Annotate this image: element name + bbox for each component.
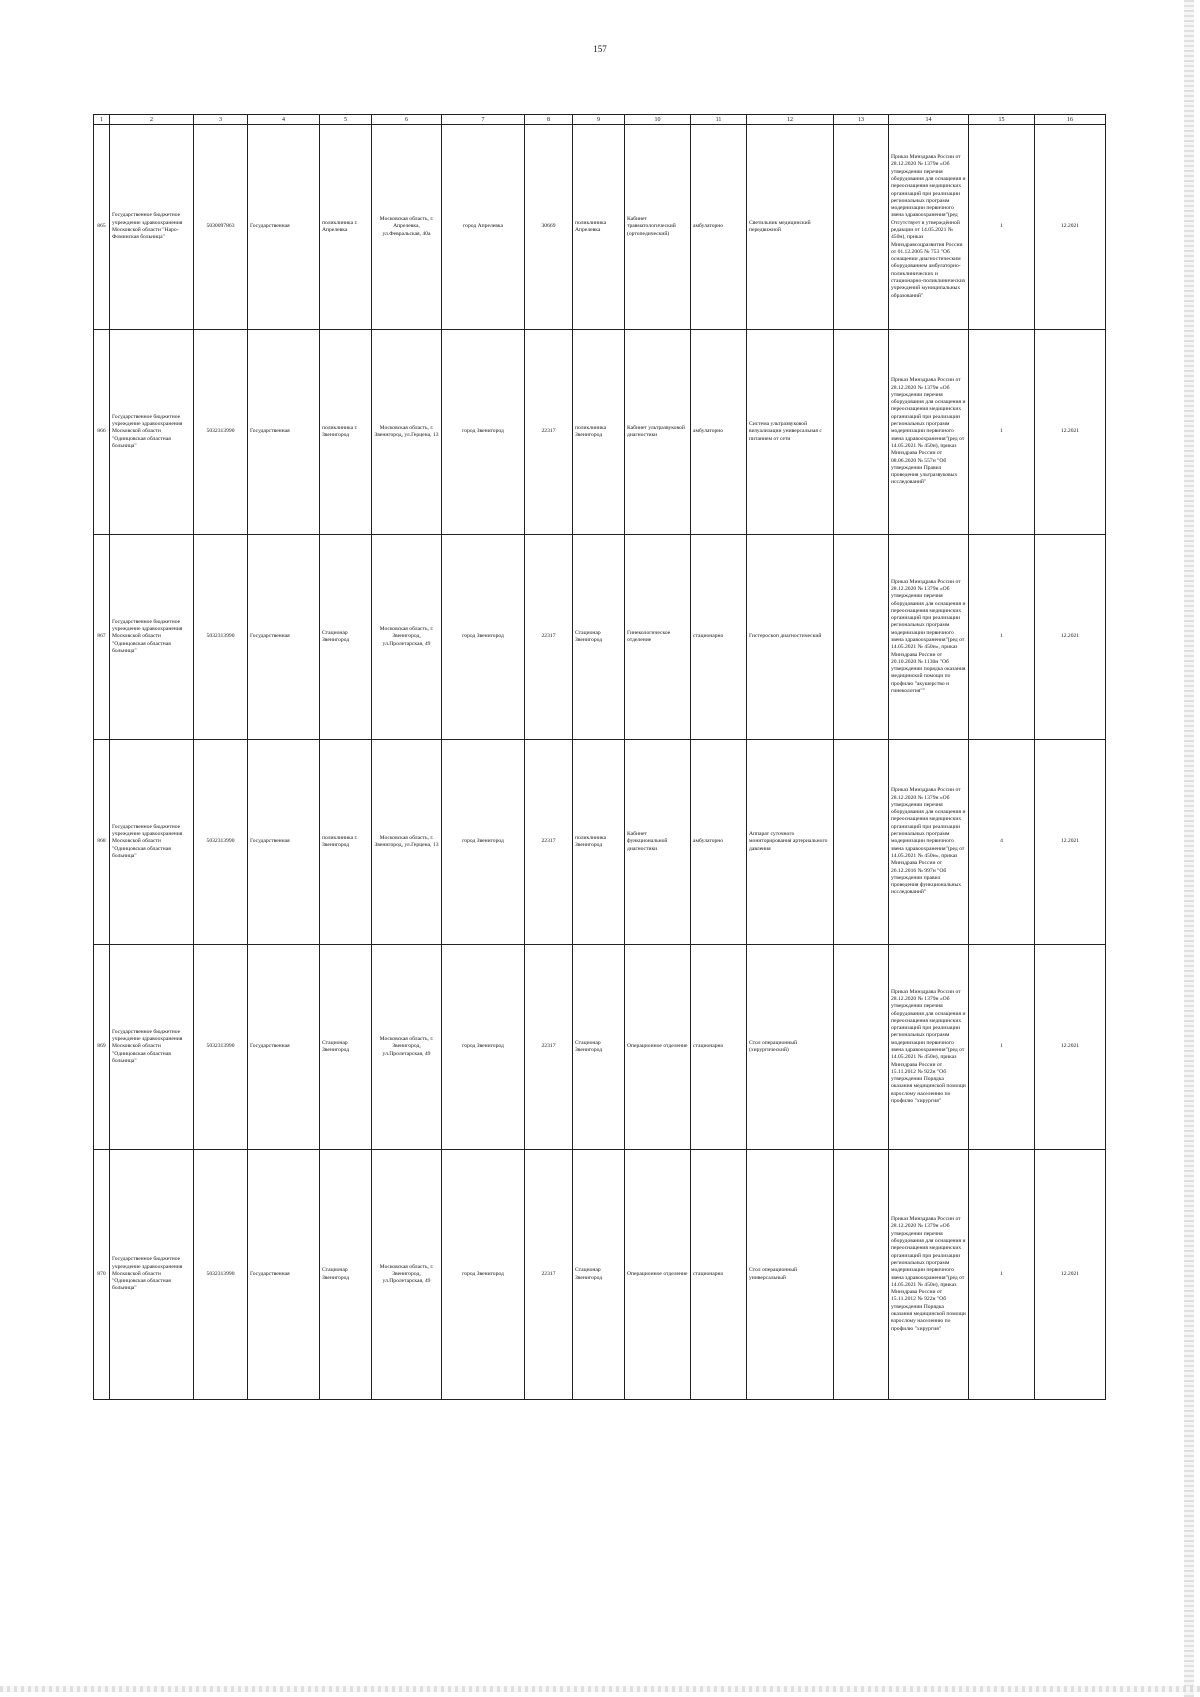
locality-code: 22317 bbox=[525, 1150, 573, 1400]
inn: 5032313990 bbox=[194, 1150, 248, 1400]
locality-code: 30669 bbox=[525, 125, 573, 330]
column-13-cell bbox=[834, 535, 889, 740]
ownership-type: Государственная bbox=[248, 330, 320, 535]
column-number-10: 10 bbox=[625, 115, 691, 125]
structural-unit: Стационар Звенигород bbox=[320, 945, 372, 1150]
table-row bbox=[94, 125, 1106, 330]
column-13-cell bbox=[834, 330, 889, 535]
equipment-registry-table bbox=[93, 114, 1106, 1400]
locality: город Звенигород bbox=[442, 535, 525, 740]
regulatory-basis-text: Приказ Минздрава России от 28.12.2020 № 1379н «Об утверждении перечня оборудования для оснащения и переоснащения медицинских организаций при реализации региональных программ модернизации первичного звена здравоохранения"(ред Отсутствует в утверждённой редакции от 14.05.2021 № 450н), приказ Минздравсоцразвития России от 01.12.2005 № 753 "Об оснащении диагностическим оборудованием амбулаторно-поликлинических и стационарно-поликлинических учреждений муниципальных образований" bbox=[891, 154, 966, 299]
column-13-cell bbox=[834, 740, 889, 945]
column-number-11: 11 bbox=[691, 115, 747, 125]
scan-edge-artifact bbox=[1184, 0, 1194, 1697]
ownership-type: Государственная bbox=[248, 125, 320, 330]
equipment-name: Стол операционный (хирургический) bbox=[747, 945, 834, 1150]
column-number-15: 15 bbox=[969, 115, 1035, 125]
regulatory-basis bbox=[889, 740, 969, 945]
inn: 5032313990 bbox=[194, 740, 248, 945]
quantity: 1 bbox=[969, 1150, 1035, 1400]
division: Стационар Звенигород bbox=[573, 535, 625, 740]
care-condition: стационарно bbox=[691, 1150, 747, 1400]
department: Операционное отделение bbox=[625, 1150, 691, 1400]
locality: город Звенигород bbox=[442, 1150, 525, 1400]
quantity: 1 bbox=[969, 535, 1035, 740]
regulatory-basis-text: Приказ Минздрава России от 28.12.2020 № 1379н «Об утверждении перечня оборудования для оснащения и переоснащения медицинских организаций при реализации региональных программ модернизации первичного звена здравоохранения"(ред от 14.05.2021 № 450н», приказ Минздрава России от 20.10.2020 № 1130н "Об утверждении порядка оказания медицинской помощи по профилю "акушерство и гинекология"" bbox=[891, 578, 966, 695]
organization-name: Государственное бюджетное учреждение здравоохранения Московской области "Одинцовская областная больница" bbox=[110, 945, 194, 1150]
regulatory-basis-text: Приказ Минздрава России от 28.12.2020 № 1379н «Об утверждении перечня оборудования для оснащения и переоснащения медицинских организаций при реализации региональных программ модернизации первичного звена здравоохранения"(ред от 14.05.2021 № 450н), приказ Минздрава России от 15.11.2012 № 922н "Об утверждении Порядка оказания медицинской помощи взрослому населению по профилю "хирургия" bbox=[891, 1216, 966, 1332]
inn: 5032313990 bbox=[194, 330, 248, 535]
structural-unit: Стационар Звенигород bbox=[320, 535, 372, 740]
division: поликлиника Звенигород bbox=[573, 330, 625, 535]
regulatory-basis bbox=[889, 535, 969, 740]
ownership-type: Государственная bbox=[248, 1150, 320, 1400]
equipment-name: Аппарат суточного мониторирования артериального давления bbox=[747, 740, 834, 945]
quantity: 1 bbox=[969, 945, 1035, 1150]
organization-name: Государственное бюджетное учреждение здравоохранения Московской области "Одинцовская областная больница" bbox=[110, 330, 194, 535]
column-number-7: 7 bbox=[442, 115, 525, 125]
delivery-date: 12.2021 bbox=[1035, 125, 1106, 330]
address: Московская область, г. Апрелевка, ул.Февральская, 40а bbox=[372, 125, 442, 330]
care-condition: амбулаторно bbox=[691, 330, 747, 535]
regulatory-basis bbox=[889, 945, 969, 1150]
structural-unit: поликлиника г. Апрелевка bbox=[320, 125, 372, 330]
row-number: 870 bbox=[94, 1150, 110, 1400]
column-number-1: 1 bbox=[94, 115, 110, 125]
division: Стационар Звенигород bbox=[573, 945, 625, 1150]
ownership-type: Государственная bbox=[248, 740, 320, 945]
regulatory-basis-text: Приказ Минздрава России от 28.12.2020 № 1379н «Об утверждении перечня оборудования для оснащения и переоснащения медицинских организаций при реализации региональных программ модернизации первичного звена здравоохранения"(ред от 14.05.2021 № 450н), приказ Минздрава России от 15.11.2012 № 922н "Об утверждении Порядка оказания медицинской помощи взрослому населению по профилю "хирургия" bbox=[891, 988, 966, 1105]
organization-name: Государственное бюджетное учреждение здравоохранения Московской области "Одинцовская областная больница" bbox=[110, 535, 194, 740]
organization-name: Государственное бюджетное учреждение здравоохранения Московской области "Одинцовская областная больница" bbox=[110, 1150, 194, 1400]
column-number-5: 5 bbox=[320, 115, 372, 125]
division: поликлиника Апрелевка bbox=[573, 125, 625, 330]
care-condition: амбулаторно bbox=[691, 740, 747, 945]
address: Московская область, г. Звенигород, ул.Герцена, 13 bbox=[372, 330, 442, 535]
row-number: 869 bbox=[94, 945, 110, 1150]
inn: 5032313990 bbox=[194, 945, 248, 1150]
delivery-date: 12.2021 bbox=[1035, 1150, 1106, 1400]
delivery-date: 12.2021 bbox=[1035, 740, 1106, 945]
equipment-name: Система ультразвуковой визуализации универсальная с питанием от сети bbox=[747, 330, 834, 535]
ownership-type: Государственная bbox=[248, 945, 320, 1150]
inn: 5030097863 bbox=[194, 125, 248, 330]
regulatory-basis-text: Приказ Минздрава России от 28.12.2020 № 1379н «Об утверждении перечня оборудования для оснащения и переоснащения медицинских организаций при реализации региональных программ модернизации первичного звена здравоохранения"(ред от 14.05.2021 № 450н), приказ Минздрава России от 08.06.2020 № 557н "Об утверждении Правил проведения ультразвуковых исследований" bbox=[891, 377, 966, 486]
locality: город Звенигород bbox=[442, 330, 525, 535]
column-number-2: 2 bbox=[110, 115, 194, 125]
table-row bbox=[94, 945, 1106, 1150]
header-row bbox=[94, 115, 1106, 125]
equipment-name: Стол операционный универсальный bbox=[747, 1150, 834, 1400]
address: Московская область, г. Звенигород, ул.Пролетарская, 49 bbox=[372, 1150, 442, 1400]
regulatory-basis bbox=[889, 1150, 969, 1400]
delivery-date: 12.2021 bbox=[1035, 535, 1106, 740]
locality-code: 22317 bbox=[525, 945, 573, 1150]
page-number: 157 bbox=[593, 44, 607, 54]
delivery-date: 12.2021 bbox=[1035, 945, 1106, 1150]
table-row bbox=[94, 330, 1106, 535]
scan-bottom-artifact bbox=[0, 1686, 1200, 1692]
column-number-8: 8 bbox=[525, 115, 573, 125]
locality: город Звенигород bbox=[442, 740, 525, 945]
locality: город Звенигород bbox=[442, 945, 525, 1150]
column-number-13: 13 bbox=[834, 115, 889, 125]
row-number: 865 bbox=[94, 125, 110, 330]
locality: город Апрелевка bbox=[442, 125, 525, 330]
department: Кабинет ультразвуковой диагностики bbox=[625, 330, 691, 535]
care-condition: амбулаторно bbox=[691, 125, 747, 330]
row-number: 868 bbox=[94, 740, 110, 945]
structural-unit: Стационар Звенигород bbox=[320, 1150, 372, 1400]
address: Московская область, г. Звенигород, ул.Пролетарская, 49 bbox=[372, 535, 442, 740]
column-number-6: 6 bbox=[372, 115, 442, 125]
row-number: 867 bbox=[94, 535, 110, 740]
column-13-cell bbox=[834, 945, 889, 1150]
inn: 5032313990 bbox=[194, 535, 248, 740]
quantity: 1 bbox=[969, 330, 1035, 535]
column-number-4: 4 bbox=[248, 115, 320, 125]
organization-name: Государственное бюджетное учреждение здравоохранения Московской области "Наро-Фоминская больница" bbox=[110, 125, 194, 330]
column-number-9: 9 bbox=[573, 115, 625, 125]
division: поликлиника Звенигород bbox=[573, 740, 625, 945]
organization-name: Государственное бюджетное учреждение здравоохранения Московской области "Одинцовская областная больница" bbox=[110, 740, 194, 945]
table-row bbox=[94, 535, 1106, 740]
locality-code: 22317 bbox=[525, 330, 573, 535]
quantity: 1 bbox=[969, 125, 1035, 330]
regulatory-basis bbox=[889, 125, 969, 330]
delivery-date: 12.2021 bbox=[1035, 330, 1106, 535]
address: Московская область, г. Звенигород, ул.Пролетарская, 49 bbox=[372, 945, 442, 1150]
locality-code: 22317 bbox=[525, 535, 573, 740]
regulatory-basis bbox=[889, 330, 969, 535]
department: Кабинет травматологический (ортопедический) bbox=[625, 125, 691, 330]
locality-code: 22317 bbox=[525, 740, 573, 945]
care-condition: стационарно bbox=[691, 945, 747, 1150]
structural-unit: поликлиника г. Звенигород bbox=[320, 740, 372, 945]
department: Операционное отделение bbox=[625, 945, 691, 1150]
department: Кабинет функциональной диагностики bbox=[625, 740, 691, 945]
table-row bbox=[94, 1150, 1106, 1400]
column-13-cell bbox=[834, 1150, 889, 1400]
equipment-name: Гистероскоп диагностический bbox=[747, 535, 834, 740]
quantity: 4 bbox=[969, 740, 1035, 945]
address: Московская область, г. Звенигород, ул.Герцена, 13 bbox=[372, 740, 442, 945]
ownership-type: Государственная bbox=[248, 535, 320, 740]
regulatory-basis-text: Приказ Минздрава России от 28.12.2020 № 1379н «Об утверждении перечня оборудования для оснащения и переоснащения медицинских организаций при реализации региональных программ модернизации первичного звена здравоохранения"(ред от 14.05.2021 № 450н», приказ Минздрава России от 26.12.2016 № 997н "Об утверждении правил проведения функциональных исследований" bbox=[891, 787, 966, 896]
division: Стационар Звенигород bbox=[573, 1150, 625, 1400]
column-number-12: 12 bbox=[747, 115, 834, 125]
column-number-14: 14 bbox=[889, 115, 969, 125]
equipment-name: Светильник медицинский передвижной bbox=[747, 125, 834, 330]
row-number: 866 bbox=[94, 330, 110, 535]
structural-unit: поликлиника г. Звенигород bbox=[320, 330, 372, 535]
column-number-3: 3 bbox=[194, 115, 248, 125]
table-row bbox=[94, 740, 1106, 945]
column-number-16: 16 bbox=[1035, 115, 1106, 125]
care-condition: стационарно bbox=[691, 535, 747, 740]
column-13-cell bbox=[834, 125, 889, 330]
department: Гинекологическое отделение bbox=[625, 535, 691, 740]
